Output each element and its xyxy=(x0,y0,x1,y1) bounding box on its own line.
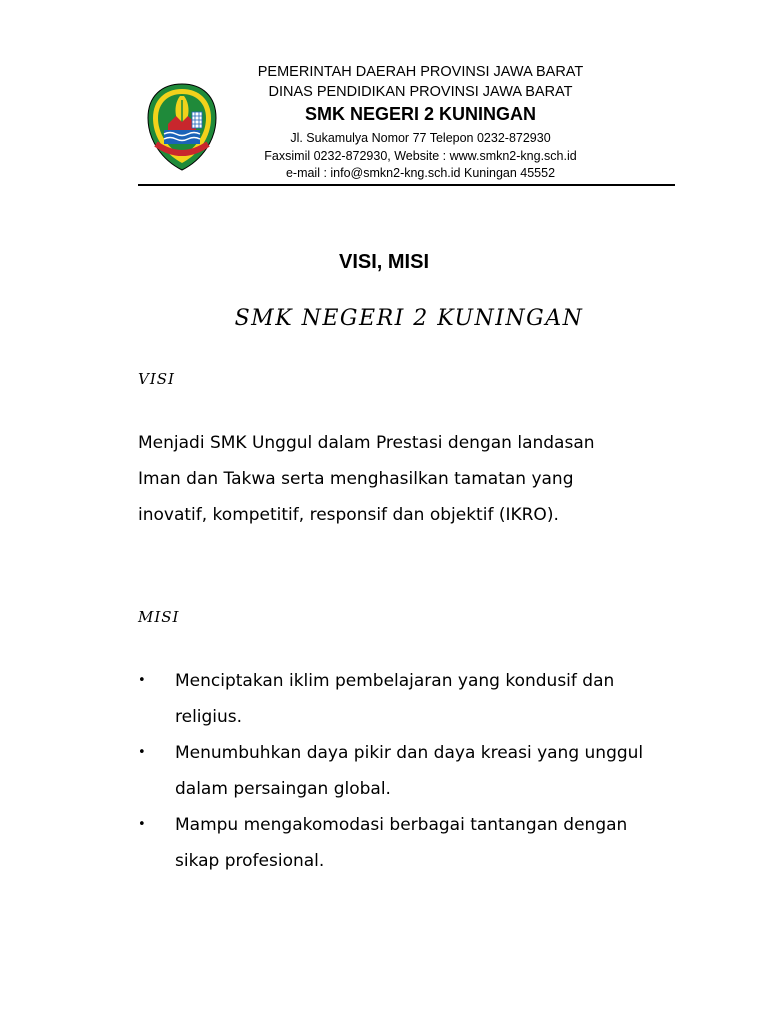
email-line: e-mail : info@smkn2-kng.sch.id Kuningan 45552 xyxy=(285,166,556,180)
document-subtitle: SMK NEGERI 2 KUNINGAN xyxy=(234,306,584,331)
list-item xyxy=(138,663,678,735)
misi-item-line: sikap profesional. xyxy=(175,851,325,871)
list-item xyxy=(138,735,678,807)
misi-item-line: Menciptakan iklim pembelajaran yang kondusif dan xyxy=(175,671,615,691)
document-title: VISI, MISI xyxy=(338,251,430,273)
visi-line: Iman dan Takwa serta menghasilkan tamatan yang xyxy=(138,469,574,489)
letterhead-text xyxy=(228,62,613,183)
misi-item-line: religius. xyxy=(175,707,243,727)
misi-item-line: dalam persaingan global. xyxy=(175,779,391,799)
misi-item-line: Mampu mengakomodasi berbagai tantangan dengan xyxy=(175,815,628,835)
west-java-provincial-emblem-icon xyxy=(146,82,218,172)
department-line: DINAS PENDIDIKAN PROVINSI JAWA BARAT xyxy=(268,84,573,100)
fax-website-line: Faxsimil 0232-872930, Website : www.smkn2-kng.sch.id xyxy=(264,148,577,163)
government-line: PEMERINTAH DAERAH PROVINSI JAWA BARAT xyxy=(257,64,584,80)
bullet-icon: • xyxy=(138,745,146,760)
address-line: Jl. Sukamulya Nomor 77 Telepon 0232-872930 xyxy=(290,131,551,145)
visi-line: inovatif, kompetitif, responsif dan objektif (IKRO). xyxy=(138,505,559,525)
bullet-icon: • xyxy=(138,673,146,688)
misi-list xyxy=(138,663,678,879)
visi-heading: VISI xyxy=(138,370,175,388)
misi-item-line: Menumbuhkan daya pikir dan daya kreasi yang unggul xyxy=(175,743,644,763)
bullet-icon: • xyxy=(138,817,146,832)
school-name: SMK NEGERI 2 KUNINGAN xyxy=(304,104,537,124)
list-item xyxy=(138,807,678,879)
visi-line: Menjadi SMK Unggul dalam Prestasi dengan landasan xyxy=(138,433,595,453)
visi-statement xyxy=(138,425,658,533)
misi-heading: MISI xyxy=(138,608,180,626)
letterhead xyxy=(138,62,675,186)
